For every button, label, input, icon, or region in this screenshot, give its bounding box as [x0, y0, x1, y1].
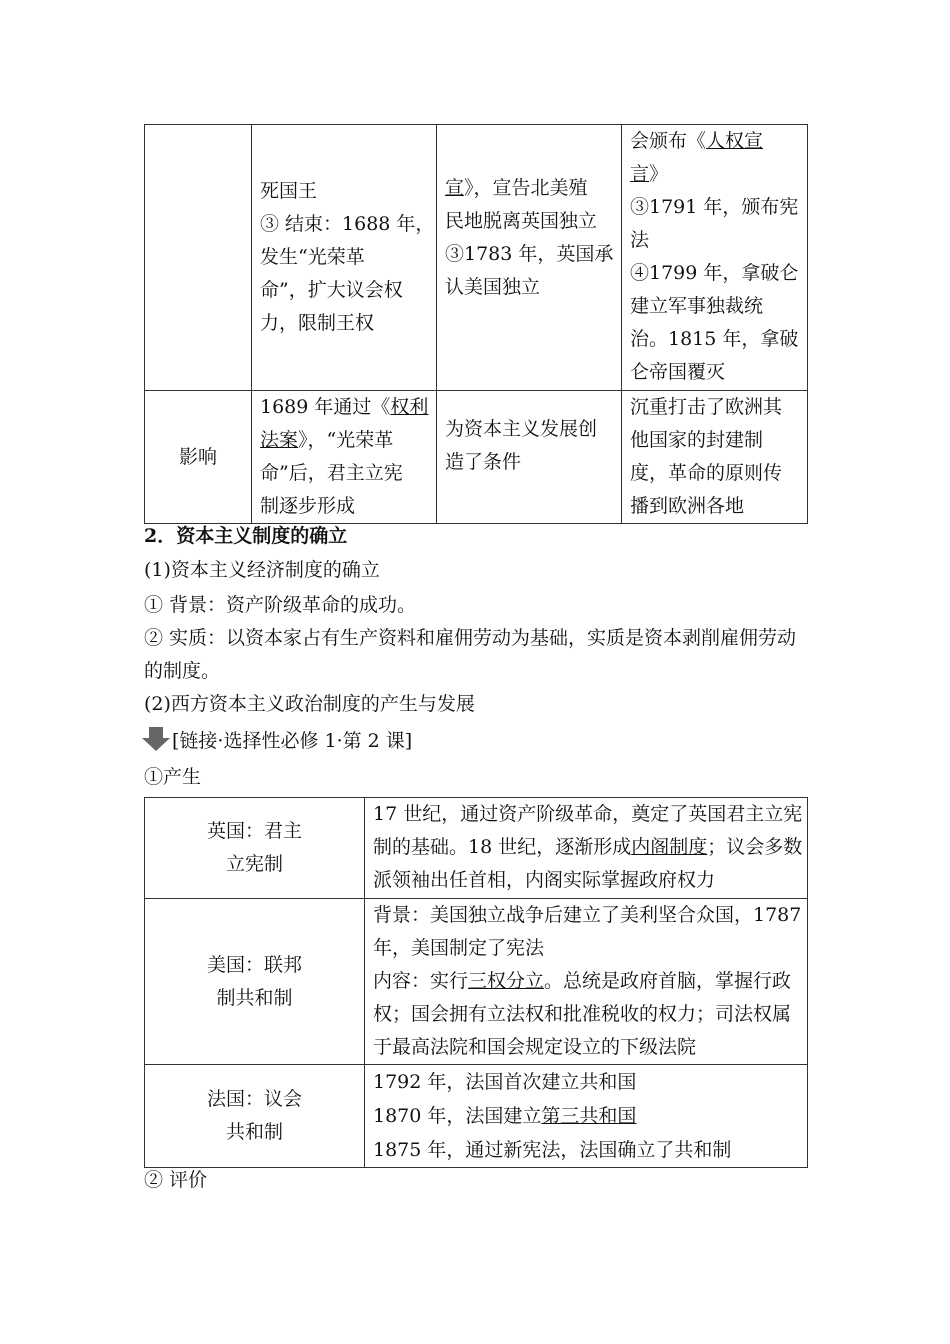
table-row — [145, 391, 808, 524]
text-line — [373, 965, 799, 998]
text-line: ② 实质：以资本家占有生产资料和雇佣劳动为基础，实质是资本剥削雇佣劳动 — [144, 627, 797, 649]
text-line — [445, 172, 613, 205]
text-line: 度，革命的原则传 — [630, 462, 783, 484]
row-label-cell — [145, 125, 252, 391]
link-text: [链接·选择性必修 1·第 2 课] — [172, 730, 413, 752]
text-line: 命”后，君主立宪 — [260, 462, 403, 484]
text-span: 1870 年，法国建立 — [373, 1105, 542, 1127]
france-impact-cell — [622, 391, 808, 524]
text-line: 美国：联邦 — [206, 953, 302, 976]
text-line: 治。1815 年，拿破 — [630, 328, 799, 350]
subheading-political: (2)西方资本主义政治制度的产生与发展 — [144, 693, 475, 715]
text-line: 背景：美国独立战争后建立了美利坚合众国，1787 — [373, 904, 802, 926]
text-span: 》 — [649, 163, 669, 185]
text-line: 力，限制王权 — [260, 312, 375, 334]
underlined-term: 内阁制度 — [631, 836, 708, 858]
usa-impact-cell — [437, 391, 622, 524]
text-line: 建立军事独裁统 — [630, 295, 764, 317]
text-line: 死国王 — [260, 180, 318, 202]
evaluation-label: ② 评价 — [144, 1169, 208, 1191]
text-line — [260, 424, 428, 457]
revolution-table — [144, 124, 808, 524]
origin-label: ①产生 — [144, 766, 202, 788]
subheading-economic: (1)资本主义经济制度的确立 — [144, 559, 380, 581]
text-line: 1792 年，法国首次建立共和国 — [373, 1071, 637, 1093]
system-label — [145, 798, 365, 899]
text-line: 立宪制 — [225, 853, 283, 875]
text-span: 。总统是政府首脑，掌握行政 — [544, 970, 792, 992]
text-span: 1689 年通过《 — [260, 396, 391, 418]
text-line — [373, 831, 803, 864]
usa-cell — [437, 125, 622, 391]
table-row — [145, 798, 808, 899]
text-line: 造了条件 — [445, 451, 522, 473]
text-span: ；议会多数 — [707, 836, 803, 858]
impact-label: 影响 — [145, 391, 252, 524]
table-row — [145, 899, 808, 1065]
text-line: 1875 年，通过新宪法，法国确立了共和制 — [373, 1139, 732, 1161]
underlined-term: 三权分立 — [468, 970, 545, 992]
text-span: 》，宣告北美殖 — [464, 176, 588, 199]
text-line — [373, 1099, 799, 1133]
text-line: ③1783 年，英国承 — [445, 242, 614, 265]
paragraph-essence — [144, 622, 809, 688]
underlined-term: 宣 — [445, 176, 465, 199]
england-impact-cell — [252, 391, 437, 524]
text-line: 发生“光荣革 — [260, 246, 365, 268]
text-line: 为资本主义发展创 — [445, 418, 598, 440]
text-line: 沉重打击了欧洲其 — [630, 396, 783, 418]
table-row — [145, 1065, 808, 1168]
underlined-term: 言 — [630, 163, 650, 185]
underlined-term: 第三共和国 — [541, 1105, 637, 1127]
text-span: 》，“光荣革 — [298, 429, 394, 451]
system-description — [365, 1065, 808, 1168]
text-line: 英国：君主 — [206, 820, 302, 842]
text-span: 会颁布《 — [630, 130, 707, 152]
text-line: 播到欧洲各地 — [630, 495, 745, 517]
text-line — [630, 158, 799, 191]
section-heading: 2．资本主义制度的确立 — [144, 525, 348, 547]
text-span: 内容：实行 — [373, 970, 469, 992]
text-span: 制的基础。18 世纪，逐渐形成 — [373, 836, 632, 858]
text-line: 命”，扩大议会权 — [260, 279, 403, 301]
text-line: 派领袖出任首相，内阁实际掌握政府权力 — [373, 869, 716, 891]
text-line: 年，美国制定了宪法 — [373, 937, 545, 959]
text-line — [260, 391, 428, 424]
text-line: 法 — [630, 229, 650, 251]
underlined-term: 权利 — [390, 396, 429, 418]
text-line: 权；国会拥有立法权和批准税收的权力；司法权属 — [373, 1003, 792, 1025]
text-line: ④1799 年，拿破仑 — [630, 262, 799, 284]
england-cell — [252, 125, 437, 391]
text-line: ③1791 年，颁布宪 — [630, 196, 799, 218]
link-note — [142, 725, 807, 762]
text-line: 法国：议会 — [206, 1088, 302, 1110]
table-row — [145, 125, 808, 391]
text-line: 制共和制 — [216, 986, 293, 1009]
system-label — [145, 1065, 365, 1168]
text-line: 认美国独立 — [445, 275, 541, 298]
text-line — [630, 125, 799, 158]
text-line: 的制度。 — [144, 660, 221, 682]
text-line: 他国家的封建制 — [630, 429, 764, 451]
france-cell — [622, 125, 808, 391]
underlined-term: 人权宣 — [706, 130, 764, 152]
paragraph-background: ① 背景：资产阶级革命的成功。 — [144, 594, 417, 616]
text-line: 民地脱离英国独立 — [445, 209, 598, 232]
underlined-term: 法案 — [260, 429, 299, 451]
text-line: 仑帝国覆灭 — [630, 361, 726, 383]
text-line: 共和制 — [225, 1121, 283, 1143]
system-description — [365, 899, 808, 1065]
text-line: 于最高法院和国会规定设立的下级法院 — [373, 1036, 697, 1058]
down-arrow-icon — [142, 727, 170, 762]
text-line: ③ 结束：1688 年， — [260, 213, 435, 235]
text-line: 制逐步形成 — [260, 495, 356, 517]
system-description — [365, 798, 808, 899]
text-line: 17 世纪，通过资产阶级革命，奠定了英国君主立宪 — [373, 803, 803, 825]
political-systems-table — [144, 797, 808, 1168]
system-label — [145, 899, 365, 1065]
